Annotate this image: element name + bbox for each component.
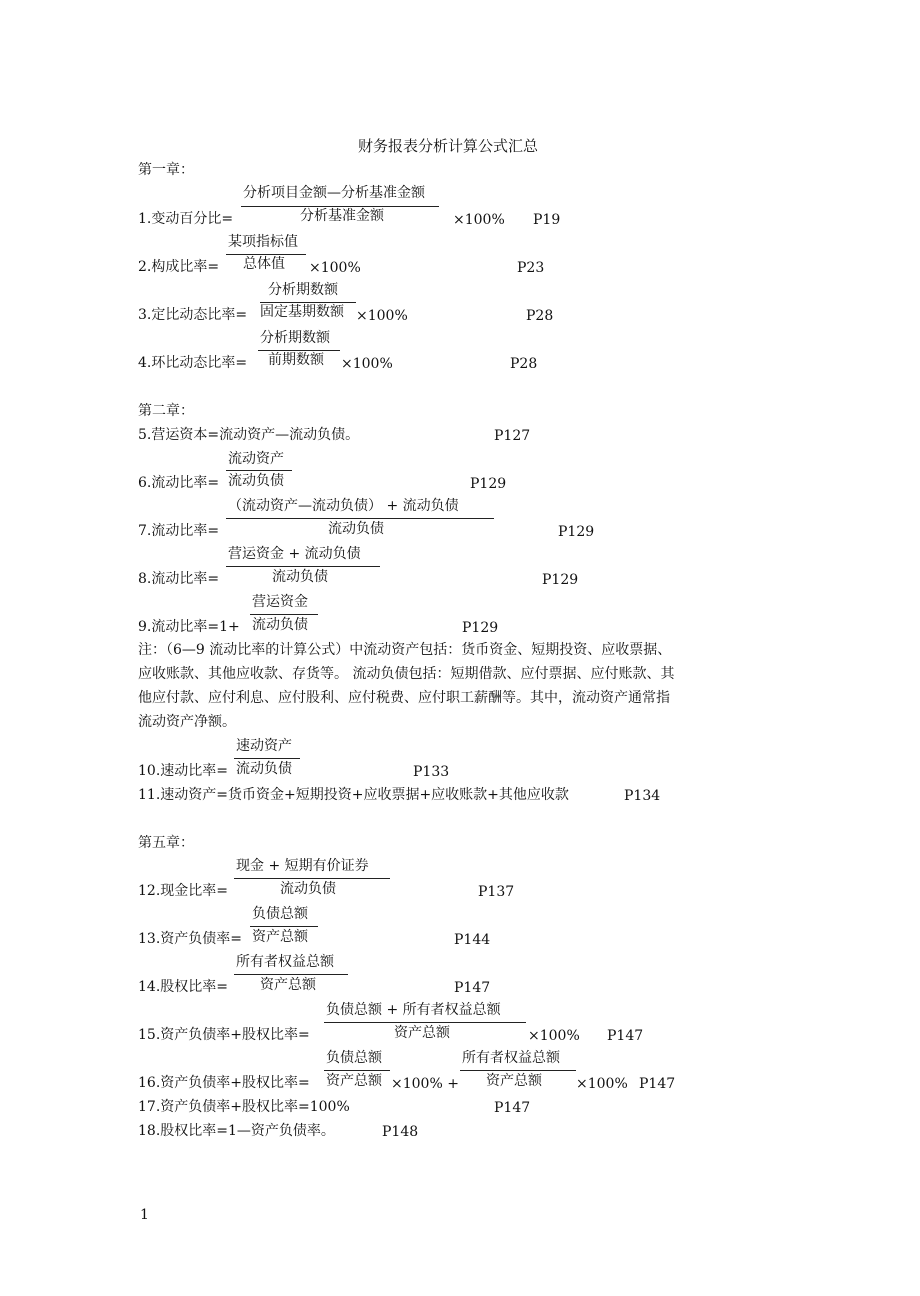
formula-label: 17.资产负债率+股权比率=100% bbox=[138, 1099, 350, 1115]
denominator: 资产总额 bbox=[486, 1073, 542, 1089]
denominator: 流动负债 bbox=[228, 473, 284, 489]
formula-label: 14.股权比率= bbox=[138, 979, 228, 995]
denominator: 流动负债 bbox=[272, 569, 328, 585]
chapter-2-heading: 第二章： bbox=[138, 403, 194, 419]
page-reference: P144 bbox=[454, 932, 491, 948]
page-reference: P28 bbox=[510, 356, 538, 372]
fraction-line bbox=[234, 878, 390, 879]
numerator: 分析项目金额—分析基准金额 bbox=[243, 185, 425, 201]
denominator: 资产总额 bbox=[260, 977, 316, 993]
formula-label: 13.资产负债率= bbox=[138, 931, 242, 947]
page-reference: P129 bbox=[462, 620, 499, 636]
note-line: 应收账款、其他应收款、存货等。 流动负债包括：短期借款、应付票据、应付账款、其 bbox=[138, 666, 675, 682]
page-reference: P147 bbox=[494, 1100, 531, 1116]
page-reference: P28 bbox=[526, 308, 554, 324]
denominator: 资产总额 bbox=[326, 1073, 382, 1089]
denominator: 资产总额 bbox=[394, 1025, 450, 1041]
numerator: 流动资产 bbox=[228, 451, 284, 467]
fraction-line bbox=[324, 1022, 526, 1023]
page-reference: P23 bbox=[517, 260, 545, 276]
formula-label: 11.速动资产=货币资金+短期投资+应收票据+应收账款+其他应收款 bbox=[138, 787, 569, 803]
fraction-line bbox=[234, 974, 348, 975]
fraction-line bbox=[460, 1070, 576, 1071]
fraction-line bbox=[226, 566, 380, 567]
page-number: 1 bbox=[140, 1207, 149, 1223]
numerator: 速动资产 bbox=[236, 738, 292, 754]
numerator: 营运资金 + 流动负债 bbox=[228, 546, 361, 562]
page-reference: P133 bbox=[413, 764, 450, 780]
formula-label: 9.流动比率=1+ bbox=[138, 619, 240, 635]
page-title: 财务报表分析计算公式汇总 bbox=[358, 137, 539, 155]
page-reference: P129 bbox=[542, 572, 579, 588]
page-reference: P147 bbox=[454, 980, 491, 996]
multiplier: ×100% bbox=[528, 1028, 580, 1044]
multiplier: ×100% bbox=[356, 308, 408, 324]
numerator: 负债总额 bbox=[326, 1050, 382, 1066]
numerator: 负债总额 + 所有者权益总额 bbox=[326, 1002, 501, 1018]
numerator: 所有者权益总额 bbox=[462, 1050, 560, 1066]
formula-label: 18.股权比率=1—资产负债率。 bbox=[138, 1123, 335, 1139]
page-reference: P129 bbox=[470, 476, 507, 492]
denominator: 流动负债 bbox=[236, 761, 292, 777]
note-line: 流动资产净额。 bbox=[138, 714, 236, 730]
fraction-line bbox=[226, 518, 494, 519]
formula-label: 1.变动百分比= bbox=[138, 211, 234, 227]
page-reference: P137 bbox=[478, 884, 515, 900]
fraction-line bbox=[250, 926, 318, 927]
formula-label: 4.环比动态比率= bbox=[138, 355, 248, 371]
page-reference: P19 bbox=[533, 212, 561, 228]
numerator: 负债总额 bbox=[252, 906, 308, 922]
formula-label: 12.现金比率= bbox=[138, 883, 228, 899]
formula-label: 6.流动比率= bbox=[138, 475, 220, 491]
formula-label: 15.资产负债率+股权比率= bbox=[138, 1027, 310, 1043]
note-line: 注：（6—9 流动比率的计算公式）中流动资产包括：货币资金、短期投资、应收票据、 bbox=[138, 642, 672, 658]
formula-label: 7.流动比率= bbox=[138, 523, 220, 539]
denominator: 固定基期数额 bbox=[260, 304, 344, 320]
numerator: 分析期数额 bbox=[260, 330, 330, 346]
denominator: 前期数额 bbox=[268, 352, 324, 368]
chapter-1-heading: 第一章： bbox=[138, 162, 194, 178]
chapter-5-heading: 第五章： bbox=[138, 835, 194, 851]
page-reference: P129 bbox=[558, 524, 595, 540]
numerator: 所有者权益总额 bbox=[236, 954, 334, 970]
fraction-line bbox=[324, 1070, 390, 1071]
denominator: 总体值 bbox=[243, 256, 285, 272]
page-reference: P127 bbox=[494, 428, 531, 444]
denominator: 流动负债 bbox=[252, 617, 308, 633]
numerator: 营运资金 bbox=[252, 594, 308, 610]
multiplier: ×100% + bbox=[391, 1076, 459, 1092]
denominator: 流动负债 bbox=[280, 881, 336, 897]
formula-label: 5.营运资本=流动资产—流动负债。 bbox=[138, 427, 360, 443]
numerator: 分析期数额 bbox=[268, 282, 338, 298]
page-reference: P134 bbox=[624, 788, 661, 804]
numerator: 现金 + 短期有价证券 bbox=[236, 858, 369, 874]
fraction-line bbox=[226, 470, 292, 471]
fraction-line bbox=[234, 758, 300, 759]
formula-label: 2.构成比率= bbox=[138, 259, 220, 275]
denominator: 流动负债 bbox=[328, 521, 384, 537]
formula-label: 16.资产负债率+股权比率= bbox=[138, 1075, 310, 1091]
multiplier: ×100% bbox=[341, 356, 393, 372]
fraction-line bbox=[250, 614, 318, 615]
formula-label: 3.定比动态比率= bbox=[138, 307, 248, 323]
denominator: 分析基准金额 bbox=[300, 208, 384, 224]
numerator: 某项指标值 bbox=[228, 234, 298, 250]
numerator: （流动资产—流动负债） + 流动负债 bbox=[228, 498, 459, 514]
denominator: 资产总额 bbox=[252, 929, 308, 945]
page-reference: P147 bbox=[607, 1028, 644, 1044]
note-line: 他应付款、应付利息、应付股利、应付税费、应付职工薪酬等。其中，流动资产通常指 bbox=[138, 690, 670, 706]
multiplier: ×100% bbox=[309, 260, 361, 276]
formula-label: 8.流动比率= bbox=[138, 571, 220, 587]
page-reference: P147 bbox=[639, 1076, 676, 1092]
multiplier: ×100% bbox=[576, 1076, 628, 1092]
formula-label: 10.速动比率= bbox=[138, 763, 228, 779]
multiplier: ×100% bbox=[453, 212, 505, 228]
page-reference: P148 bbox=[382, 1124, 419, 1140]
